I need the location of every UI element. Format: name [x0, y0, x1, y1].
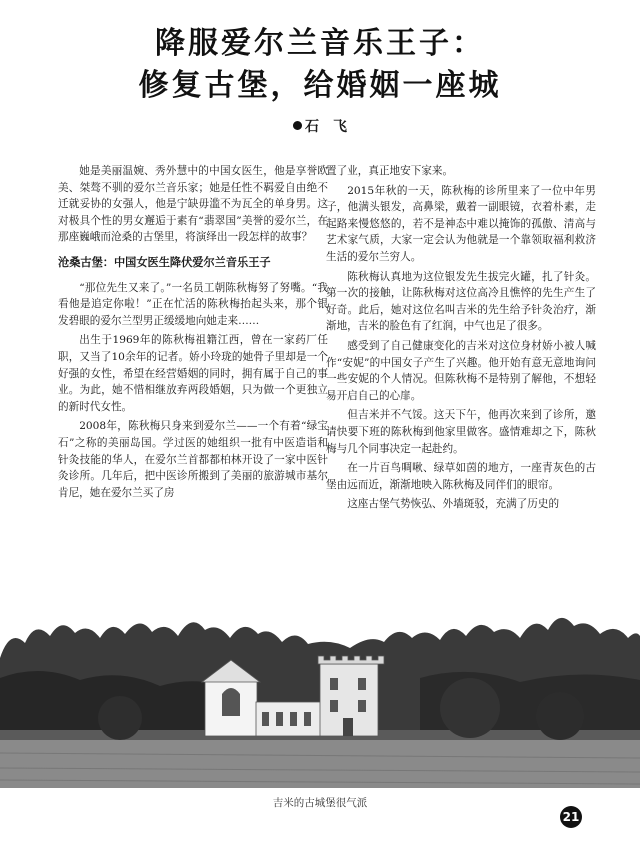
photo-caption: 吉米的古城堡很气派 [272, 797, 368, 809]
paragraph: 感受到了自己健康变化的吉米对这位身材娇小被人喊作“安妮”的中国女子产生了兴趣。他开始有意无意地询问一些安妮的个人情况。但陈秋梅不是特别了解他，不想轻易开启自己的心扉。 [326, 339, 596, 402]
paragraph: 2008年，陈秋梅只身来到爱尔兰——一个有着“绿宝石”之称的美丽岛国。学过医的她组织一批有中医造诣和针灸技能的华人，在爱尔兰首都都柏林开设了一家中医针灸诊所。几年后，把中医诊所搬到了美丽的旅游城市基尔肯尼，她在爱尔兰买了房 [58, 420, 328, 499]
section-heading: 沧桑古堡：中国女医生降伏爱尔兰音乐王子 [58, 255, 271, 269]
page-number: 21 [560, 806, 582, 828]
castle-tower [318, 656, 384, 736]
left-column [58, 163, 328, 504]
right-column [326, 163, 596, 516]
paragraph: 在一片百鸟啁啾、绿草如茵的地方，一座青灰色的古堡由远而近，渐渐地映入陈秋梅及同伴们的眼帘。 [326, 462, 596, 491]
paragraph: 这座古堡气势恢弘、外墙斑驳，充满了历史的 [347, 498, 560, 511]
castle-photo [0, 608, 640, 788]
article-title-line1: 降服爱尔兰音乐王子： [155, 26, 485, 61]
paragraph: 置了业，真正地安下家来。 [326, 165, 454, 177]
paragraph: 2015年秋的一天，陈秋梅的诊所里来了一位中年男子，他满头银发，高鼻梁，戴着一副眼镜，衣着朴素，走起路来慢悠悠的，若不是神态中难以掩饰的孤傲、清高与艺术家气质，大家一定会认为他就是一个靠领取福利救济生活的爱尔兰穷人。 [326, 184, 596, 263]
paragraph: “那位先生又来了。”一名员工朝陈秋梅努了努嘴。“我看他是追定你啦！”正在忙活的陈秋梅抬起头来，那个银发碧眼的爱尔兰型男正缓缓地向她走来…… [58, 281, 328, 327]
paragraph: 她是美丽温婉、秀外慧中的中国女医生，他是享誉欧美、桀骜不驯的爱尔兰音乐家；她是任性不羁爱自由绝不迁就妥协的女强人，他是宁缺毋滥不为瓦全的单身男。这对极具个性的男女邂逅于素有“翡翠国”美誉的爱尔兰，在那座巍峨而沧桑的古堡里，将演绎出一段怎样的故事？ [58, 165, 328, 244]
paragraph: 出生于1969年的陈秋梅祖籍江西，曾在一家药厂任职，又当了10余年的记者。娇小玲珑的她骨子里却是一个好强的女性，希望在经营婚姻的同时，拥有属于自己的事业。为此，她不惜相继放弃两段婚姻，只为做一个更独立的新时代女性。 [58, 334, 328, 413]
author-name: 石 飞 [305, 119, 347, 135]
paragraph: 陈秋梅认真地为这位银发先生拔完火罐，扎了针灸。第一次的接触，让陈秋梅对这位高冷且憔悴的先生产生了好奇。此后，她对这位名叫吉米的先生给予针灸治疗，渐渐地，吉米的脸色有了红润，中气也足了很多。 [326, 270, 596, 333]
article-title-line2: 修复古堡，给婚姻一座城 [138, 68, 502, 103]
author-byline [0, 116, 640, 136]
bullet-dot-icon [293, 121, 302, 130]
paragraph: 但吉米并不气馁。这天下午，他再次来到了诊所，邀请快要下班的陈秋梅到他家里做客。盛情难却之下，陈秋梅与几个同事决定一起赴约。 [326, 409, 596, 455]
